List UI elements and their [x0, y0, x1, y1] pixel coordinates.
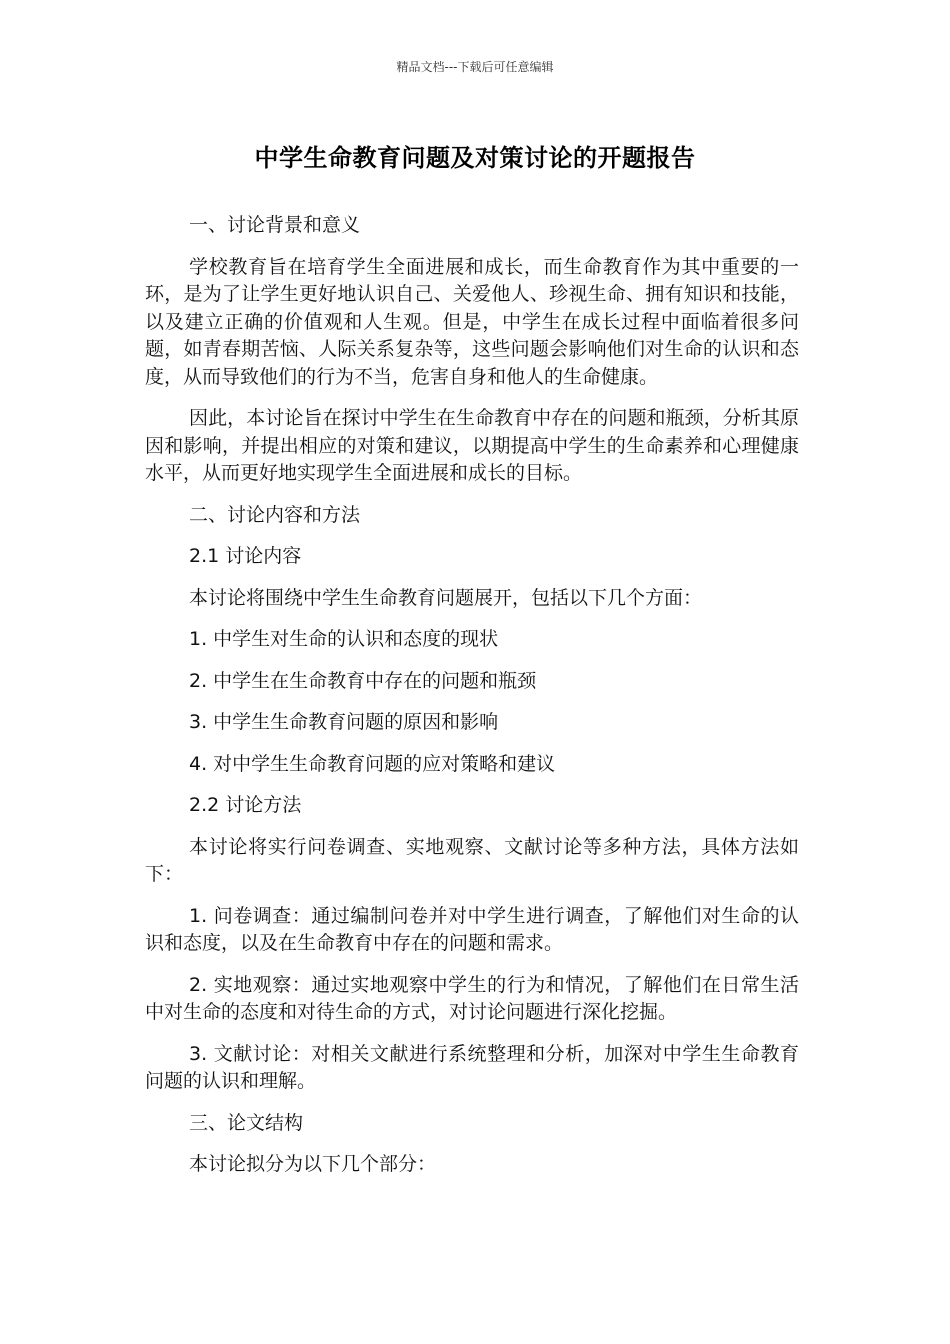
- list-item-content-2: 2. 中学生在生命教育中存在的问题和瓶颈: [189, 669, 537, 692]
- list-item-content-1: 1. 中学生对生命的认识和态度的现状: [189, 628, 499, 650]
- list-item-method-2: 2. 实地观察：通过实地观察中学生的行为和情况，了解他们在日常生活中对生命的态度和对待生命的方式，对讨论问题进行深化挖掘。: [145, 973, 799, 1023]
- paragraph-structure-intro: 本讨论拟分为以下几个部分：: [189, 1153, 437, 1175]
- list-item-method-3: 3. 文献讨论：对相关文献进行系统整理和分析，加深对中学生生命教育问题的认识和理解。: [145, 1042, 799, 1092]
- paragraph-method-intro: 本讨论将实行问卷调查、实地观察、文献讨论等多种方法，具体方法如下：: [145, 835, 799, 885]
- section-heading-structure: 三、论文结构: [189, 1111, 304, 1134]
- list-item-content-3: 3. 中学生生命教育问题的原因和影响: [189, 711, 499, 733]
- subsection-heading-method: 2.2 讨论方法: [189, 794, 302, 816]
- section-heading-content-method: 二、讨论内容和方法: [189, 503, 361, 526]
- page-header-note: 精品文档---下载后可任意编辑: [396, 60, 554, 74]
- section-heading-background: 一、讨论背景和意义: [189, 214, 361, 236]
- subsection-heading-content: 2.1 讨论内容: [189, 545, 302, 567]
- document-title: 中学生命教育问题及对策讨论的开题报告: [254, 144, 696, 172]
- list-item-method-1: 1. 问卷调查：通过编制问卷并对中学生进行调查，了解他们对生命的认识和态度，以及在生命教育中存在的问题和需求。: [145, 904, 799, 954]
- paragraph-content-intro: 本讨论将围绕中学生生命教育问题展开，包括以下几个方面：: [189, 586, 703, 609]
- paragraph-background: 学校教育旨在培育学生全面进展和成长，而生命教育作为其中重要的一环，是为了让学生更好地认识自己、关爱他人、珍视生命、拥有知识和技能，以及建立正确的价值观和人生观。但是，中学生在成长过程中面临着很多问题，如青春期苦恼、人际关系复杂等，这些问题会影响他们对生命的认识和态度，从而导致他们的行为不当，危害自身和他人的生命健康。: [145, 255, 799, 388]
- list-item-content-4: 4. 对中学生生命教育问题的应对策略和建议: [189, 752, 556, 775]
- document-body: [145, 212, 799, 1193]
- paragraph-purpose: 因此，本讨论旨在探讨中学生在生命教育中存在的问题和瓶颈，分析其原因和影响，并提出相应的对策和建议，以期提高中学生的生命素养和心理健康水平，从而更好地实现学生全面进展和成长的目标。: [145, 407, 799, 484]
